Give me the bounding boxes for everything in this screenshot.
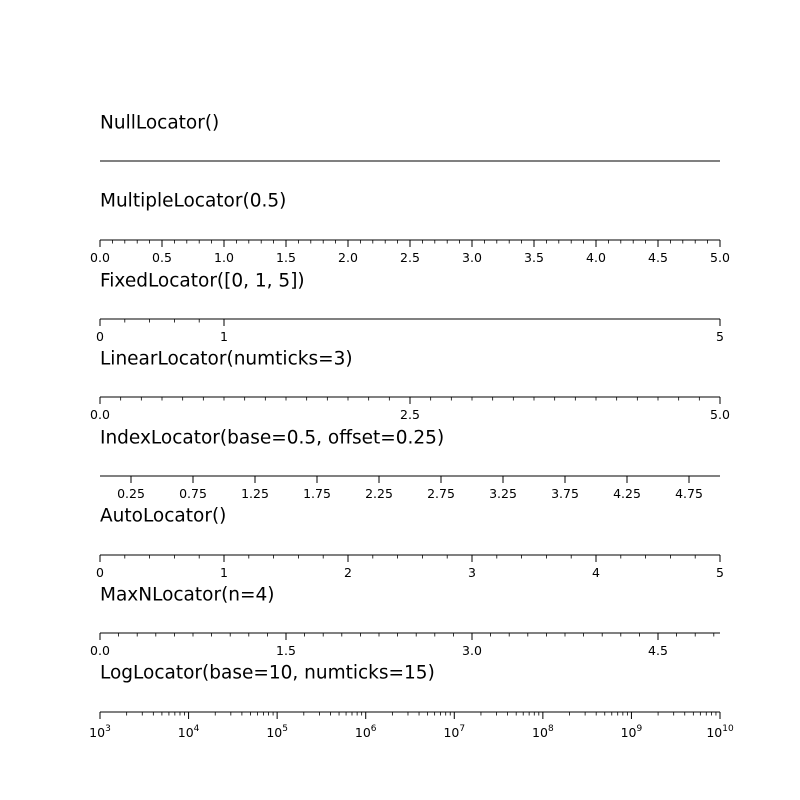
tick-label: 4.0	[586, 250, 606, 265]
tick-label: 4	[592, 565, 600, 580]
axis-fixed	[96, 271, 724, 345]
tick-label: 2	[344, 565, 352, 580]
tick-label: 2.5	[400, 250, 420, 265]
tick-label: 4.25	[613, 486, 641, 501]
axis-title: AutoLocator()	[100, 505, 227, 527]
tick-label: 1.0	[214, 250, 234, 265]
axis-null	[100, 113, 720, 162]
axis-title: LogLocator(base=10, numticks=15)	[100, 662, 435, 684]
tick-label: 3.0	[462, 250, 482, 265]
axis-log	[89, 663, 734, 741]
tick-label: 3.0	[462, 643, 482, 658]
tick-label: 0.0	[90, 407, 110, 422]
axis-auto	[96, 506, 724, 581]
axis-title: MultipleLocator(0.5)	[100, 190, 287, 212]
tick-label: 5	[716, 565, 724, 580]
tick-label: $10^7$	[443, 724, 466, 740]
tick-label: 0.5	[152, 250, 172, 265]
axis-title: LinearLocator(numticks=3)	[100, 348, 353, 370]
axis-maxn	[90, 585, 720, 659]
tick-label: $10^3$	[89, 724, 111, 740]
tick-label: 4.75	[675, 486, 703, 501]
tick-label: 3.5	[524, 250, 544, 265]
tick-label: 1	[220, 565, 228, 580]
tick-label: $10^{10}$	[706, 724, 734, 740]
axis-title: MaxNLocator(n=4)	[100, 584, 275, 606]
tick-label: 0	[96, 565, 104, 580]
tick-label: 5	[716, 329, 724, 344]
tick-label: 2.25	[365, 486, 393, 501]
tick-label: 3.25	[489, 486, 517, 501]
axis-multiple	[90, 191, 730, 266]
axis-title: NullLocator()	[100, 112, 220, 134]
tick-label: 5.0	[710, 407, 730, 422]
tick-label: 3.75	[551, 486, 579, 501]
tick-label: $10^4$	[177, 724, 200, 740]
axis-linear	[90, 349, 730, 423]
tick-label: $10^9$	[620, 724, 643, 740]
tick-label: 0.75	[179, 486, 207, 501]
tick-label: 4.5	[648, 643, 668, 658]
axis-title: FixedLocator([0, 1, 5])	[100, 270, 305, 292]
tick-label: 1.5	[276, 643, 296, 658]
tick-label: 0.0	[90, 643, 110, 658]
tick-label: 2.75	[427, 486, 455, 501]
tick-label: 2.5	[400, 407, 420, 422]
tick-label: 0	[96, 329, 104, 344]
tick-label: 1.75	[303, 486, 331, 501]
tick-label: 1.5	[276, 250, 296, 265]
tick-label: 0.0	[90, 250, 110, 265]
tick-label: 2.0	[338, 250, 358, 265]
tick-label: $10^6$	[354, 724, 377, 740]
tick-label: 3	[468, 565, 476, 580]
tick-label: 5.0	[710, 250, 730, 265]
tick-label: $10^8$	[532, 724, 554, 740]
tick-label: 1.25	[241, 486, 269, 501]
tick-label: 1	[220, 329, 228, 344]
tick-label: 0.25	[117, 486, 145, 501]
tick-label: $10^5$	[266, 724, 288, 740]
axis-index	[100, 428, 720, 502]
axis-title: IndexLocator(base=0.5, offset=0.25)	[100, 427, 445, 449]
tick-label: 4.5	[648, 250, 668, 265]
